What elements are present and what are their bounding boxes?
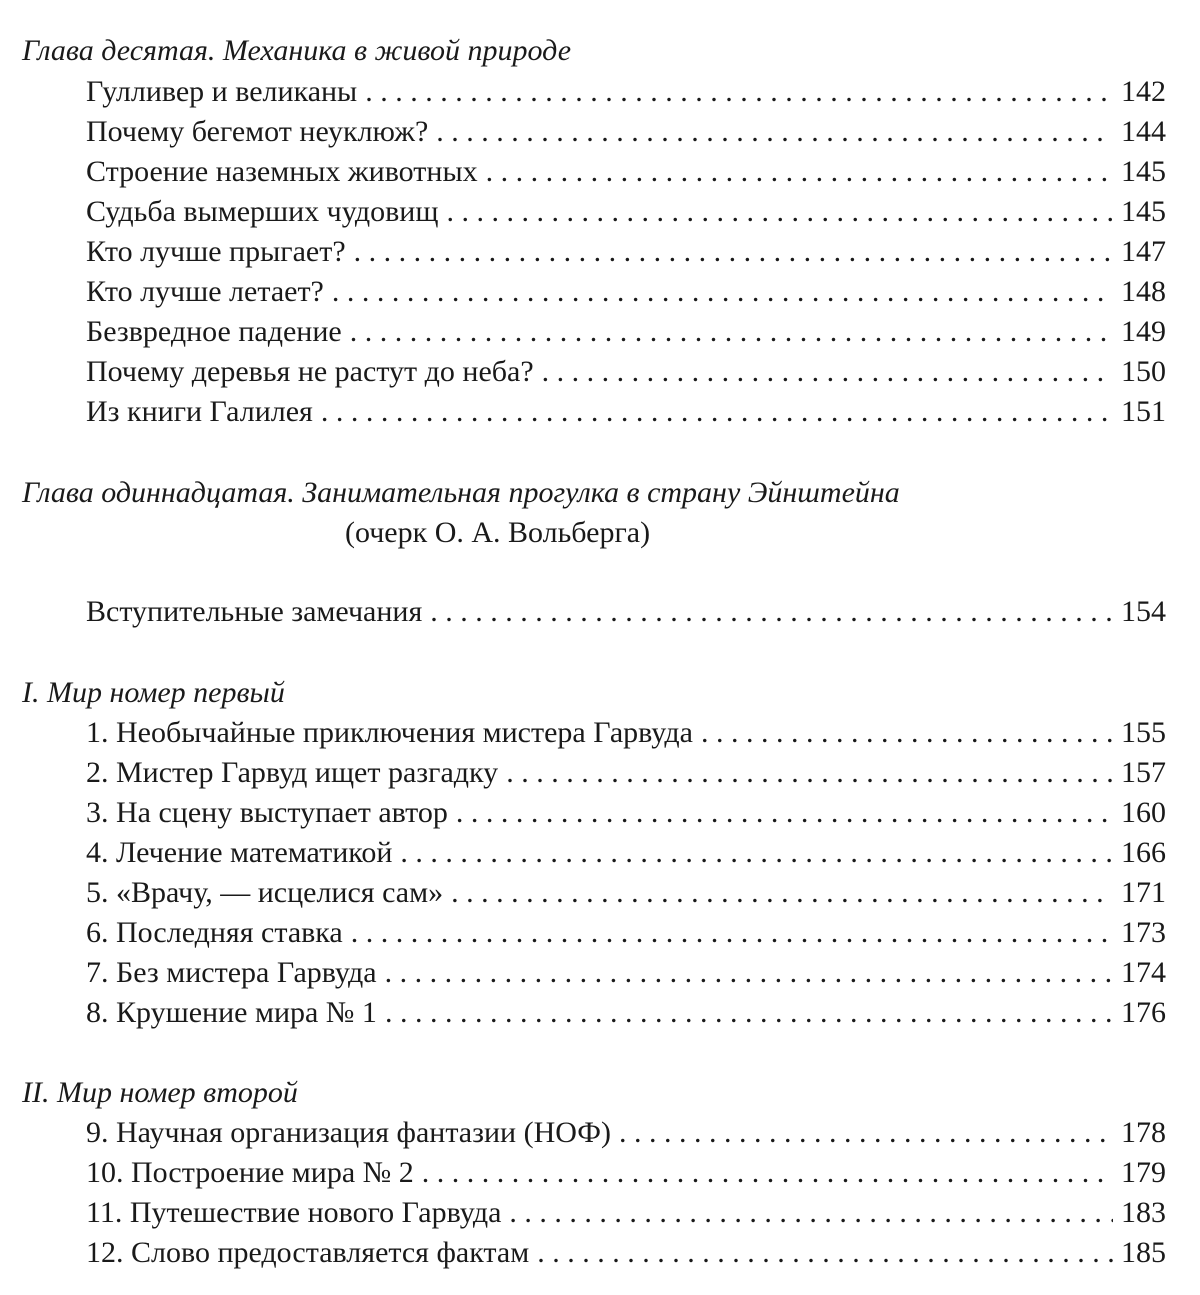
chapter-11-heading: Глава одиннадцатая. Занимательная прогулка в страну Эйнштейна [22, 476, 900, 509]
leader-dots [542, 354, 1113, 390]
toc-entry-title: Вступительные замечания [86, 595, 423, 628]
toc-entry-page: 173 [1121, 916, 1166, 949]
toc-entry-intro[interactable] [86, 594, 1166, 630]
leader-dots [385, 995, 1113, 1031]
toc-entry[interactable] [86, 354, 1166, 390]
toc-entry[interactable] [86, 1235, 1166, 1271]
toc-entry-title: 4. Лечение математикой [86, 836, 393, 869]
toc-entry-page: 145 [1121, 155, 1166, 188]
leader-dots [351, 915, 1113, 951]
leader-dots [451, 875, 1113, 911]
toc-entry-title: Строение наземных животных [86, 155, 478, 188]
toc-entry-page: 176 [1121, 996, 1166, 1029]
leader-dots [619, 1115, 1113, 1151]
toc-entry-page: 145 [1121, 195, 1166, 228]
toc-entry-title: 6. Последняя ставка [86, 916, 343, 949]
toc-entry-page: 148 [1121, 275, 1166, 308]
toc-entry-page: 185 [1121, 1236, 1166, 1269]
toc-entry[interactable] [86, 314, 1166, 350]
leader-dots [430, 594, 1113, 630]
leader-dots [400, 835, 1113, 871]
toc-entry-title: Гулливер и великаны [86, 75, 358, 108]
leader-dots [537, 1235, 1113, 1271]
leader-dots [436, 114, 1113, 150]
toc-entry[interactable] [86, 955, 1166, 991]
toc-entry[interactable] [86, 1195, 1166, 1231]
toc-entry[interactable] [86, 114, 1166, 150]
toc-entry[interactable] [86, 154, 1166, 190]
leader-dots [506, 755, 1113, 791]
toc-entry-title: Кто лучше прыгает? [86, 235, 346, 268]
toc-entry-page: 147 [1121, 235, 1166, 268]
toc-entry-title: 1. Необычайные приключения мистера Гарвуда [86, 716, 693, 749]
section-world-1-heading: I. Мир номер первый [22, 676, 285, 709]
leader-dots [385, 955, 1113, 991]
leader-dots [332, 274, 1113, 310]
leader-dots [422, 1155, 1113, 1191]
toc-entry-title: Почему бегемот неуклюж? [86, 115, 429, 148]
toc-entry-page: 171 [1121, 876, 1166, 909]
chapter-11-subheading: (очерк О. А. Вольберга) [345, 516, 651, 549]
toc-entry-title: Почему деревья не растут до неба? [86, 355, 534, 388]
toc-entry-page: 151 [1121, 395, 1166, 428]
toc-entry-title: 10. Построение мира № 2 [86, 1156, 414, 1189]
toc-entry-title: Безвредное падение [86, 315, 342, 348]
chapter-10-heading: Глава десятая. Механика в живой природе [22, 34, 572, 67]
toc-entry-page: 150 [1121, 355, 1166, 388]
leader-dots [509, 1195, 1113, 1231]
toc-entry-title: 12. Слово предоставляется фактам [86, 1236, 530, 1269]
toc-entry-page: 166 [1121, 836, 1166, 869]
leader-dots [321, 394, 1113, 430]
toc-entry-page: 157 [1121, 756, 1166, 789]
toc-entry-title: 2. Мистер Гарвуд ищет разгадку [86, 756, 499, 789]
toc-entry[interactable] [86, 394, 1166, 430]
section-world-2-heading: II. Мир номер второй [22, 1076, 298, 1109]
toc-entry-page: 155 [1121, 716, 1166, 749]
toc-entry-page: 154 [1121, 595, 1166, 628]
toc-entry-page: 183 [1121, 1196, 1166, 1229]
toc-entry-page: 142 [1121, 75, 1166, 108]
toc-entry[interactable] [86, 1115, 1166, 1151]
toc-entry-title: 9. Научная организация фантазии (НОФ) [86, 1116, 611, 1149]
toc-entry[interactable] [86, 875, 1166, 911]
toc-entry[interactable] [86, 755, 1166, 791]
leader-dots [456, 795, 1113, 831]
leader-dots [446, 194, 1113, 230]
toc-entry[interactable] [86, 715, 1166, 751]
leader-dots [350, 314, 1113, 350]
toc-entry-title: Судьба вымерших чудовищ [86, 195, 439, 228]
toc-entry-page: 144 [1121, 115, 1166, 148]
toc-entry[interactable] [86, 1155, 1166, 1191]
toc-entry[interactable] [86, 995, 1166, 1031]
toc-entry-title: 11. Путешествие нового Гарвуда [86, 1196, 502, 1229]
toc-entry-page: 179 [1121, 1156, 1166, 1189]
toc-entry-page: 149 [1121, 315, 1166, 348]
toc-entry[interactable] [86, 274, 1166, 310]
toc-entry[interactable] [86, 234, 1166, 270]
toc-entry-title: 7. Без мистера Гарвуда [86, 956, 377, 989]
toc-entry[interactable] [86, 915, 1166, 951]
toc-entry-page: 174 [1121, 956, 1166, 989]
toc-entry-page: 160 [1121, 796, 1166, 829]
leader-dots [486, 154, 1113, 190]
toc-entry[interactable] [86, 74, 1166, 110]
toc-entry-title: 3. На сцену выступает автор [86, 796, 448, 829]
toc-entry[interactable] [86, 795, 1166, 831]
toc-entry[interactable] [86, 194, 1166, 230]
leader-dots [354, 234, 1113, 270]
toc-entry-title: Из книги Галилея [86, 395, 313, 428]
toc-entry-title: 5. «Врачу, — исцелися сам» [86, 876, 444, 909]
toc-entry-title: 8. Крушение мира № 1 [86, 996, 377, 1029]
leader-dots [365, 74, 1113, 110]
toc-entry-page: 178 [1121, 1116, 1166, 1149]
toc-entry[interactable] [86, 835, 1166, 871]
leader-dots [701, 715, 1113, 751]
toc-entry-title: Кто лучше летает? [86, 275, 324, 308]
